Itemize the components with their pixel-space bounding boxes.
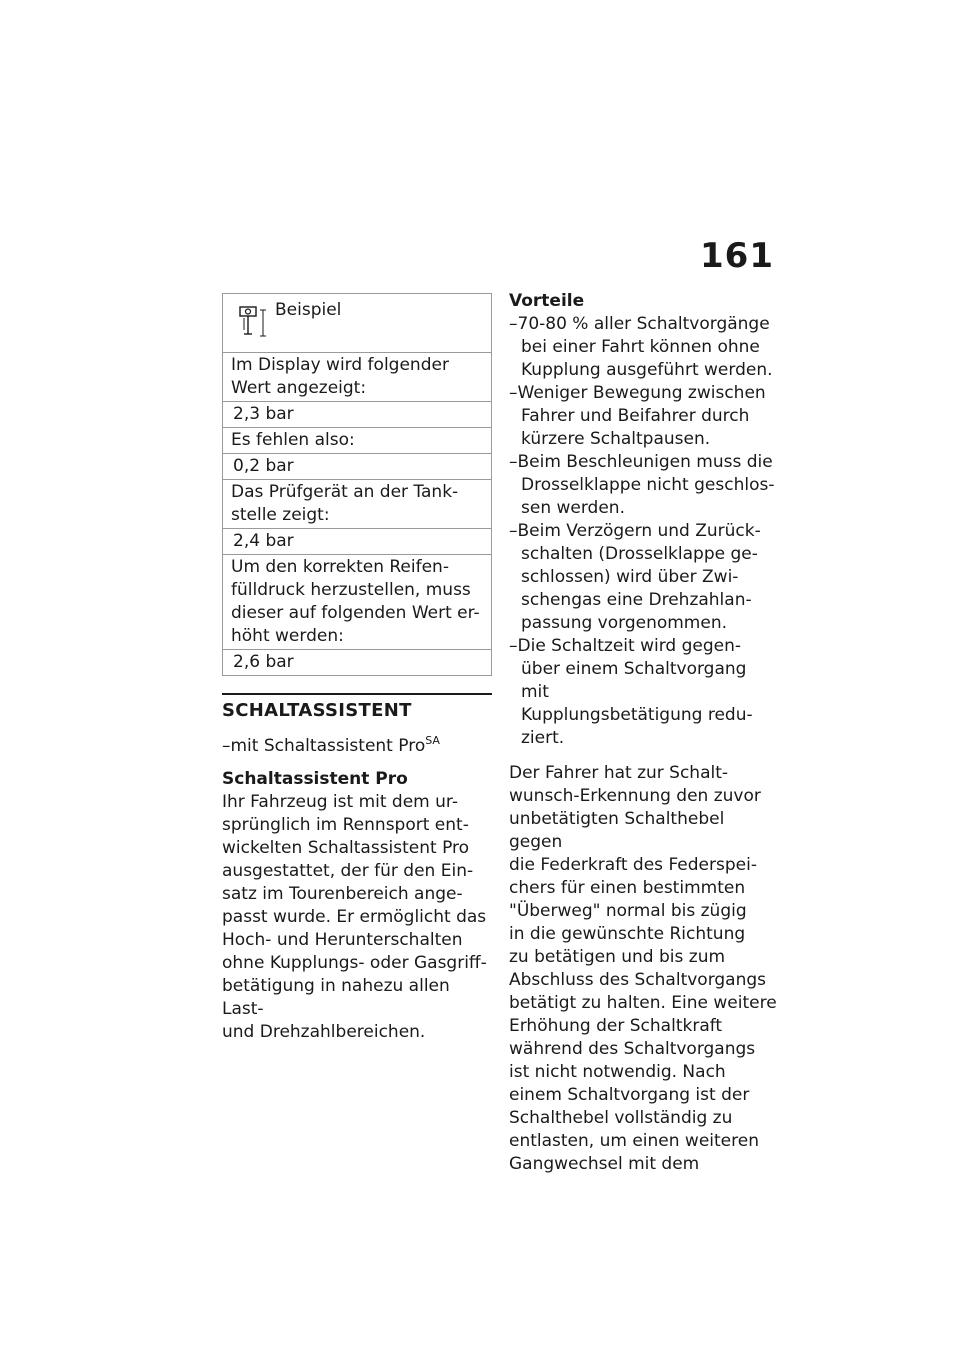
advantages-title: Vorteile [509, 291, 585, 311]
advantage-item: –Beim Verzögern und Zurück- schalten (Drosselklappe ge- schlossen) wird über Zwi- schengas eine Drehzahlan- passung vorgenommen. [509, 521, 761, 633]
subsection-title: Schaltassistent Pro [222, 769, 408, 789]
advantages-list [509, 313, 777, 750]
example-header [223, 294, 491, 353]
advantage-item: –Weniger Bewegung zwischen Fahrer und Beifahrer durch kürzere Schaltpausen. [509, 383, 766, 449]
example-text-row: Das Prüfgerät an der Tank- stelle zeigt: [223, 480, 491, 529]
example-value-row: 0,2 bar [223, 454, 491, 480]
section-paragraph: Ihr Fahrzeug ist mit dem ur- sprünglich im Rennsport ent- wickelten Schaltassistent Pro ausgestattet, der für den Ein- satz im Tourenbereich ange- passt wurde. Er ermöglicht das Hoch- und Herunterschalten ohne Kupplungs- oder Gasgriff- betätigung in nahezu allen Last- und Drehzahlbereichen. [222, 792, 487, 1042]
advantage-item: –Die Schaltzeit wird gegen- über einem Schaltvorgang mit Kupplungsbetätigung redu- ziert. [509, 636, 753, 748]
example-value-row: 2,3 bar [223, 402, 491, 428]
advantage-item: –70-80 % aller Schaltvorgänge bei einer Fahrt können ohne Kupplung ausgeführt werden. [509, 314, 773, 380]
example-text-row: Um den korrekten Reifen- fülldruck herzustellen, muss dieser auf folgenden Wert er- höht werden: [223, 555, 491, 650]
page-number: 161 [700, 236, 774, 276]
shift-paragraph: Der Fahrer hat zur Schalt- wunsch-Erkennung den zuvor unbetätigten Schalthebel gegen die Federkraft des Federspei- chers für einen bestimmten "Überweg" normal bis zügig in die gewünschte Richtung zu betätigen und bis zum Abschluss des Schaltvorgangs betätigt zu halten. Eine weitere Erhöhung der Schaltkraft während des Schaltvorgangs ist nicht notwendig. Nach einem Schaltvorgang ist der Schalthebel vollständig zu entlasten, um einen weiteren Gangwechsel mit dem [509, 763, 777, 1174]
tire-gauge-icon [238, 304, 268, 344]
equipment-superscript: SA [425, 734, 440, 747]
equipment-text: –mit Schaltassistent Pro [222, 736, 426, 756]
example-table [222, 293, 492, 676]
advantage-item: –Beim Beschleunigen muss die Drosselklappe nicht geschlos- sen werden. [509, 452, 775, 518]
example-value-row: 2,6 bar [233, 652, 294, 672]
example-text-row: Es fehlen also: [223, 428, 491, 454]
section-title: SCHALTASSISTENT [222, 693, 492, 721]
example-value-row: 2,4 bar [223, 529, 491, 555]
example-text-row: Im Display wird folgender Wert angezeigt: [223, 353, 491, 402]
right-column [509, 290, 777, 1176]
left-column [222, 293, 492, 1044]
example-label: Beispiel [275, 300, 342, 320]
equipment-line [222, 729, 492, 758]
